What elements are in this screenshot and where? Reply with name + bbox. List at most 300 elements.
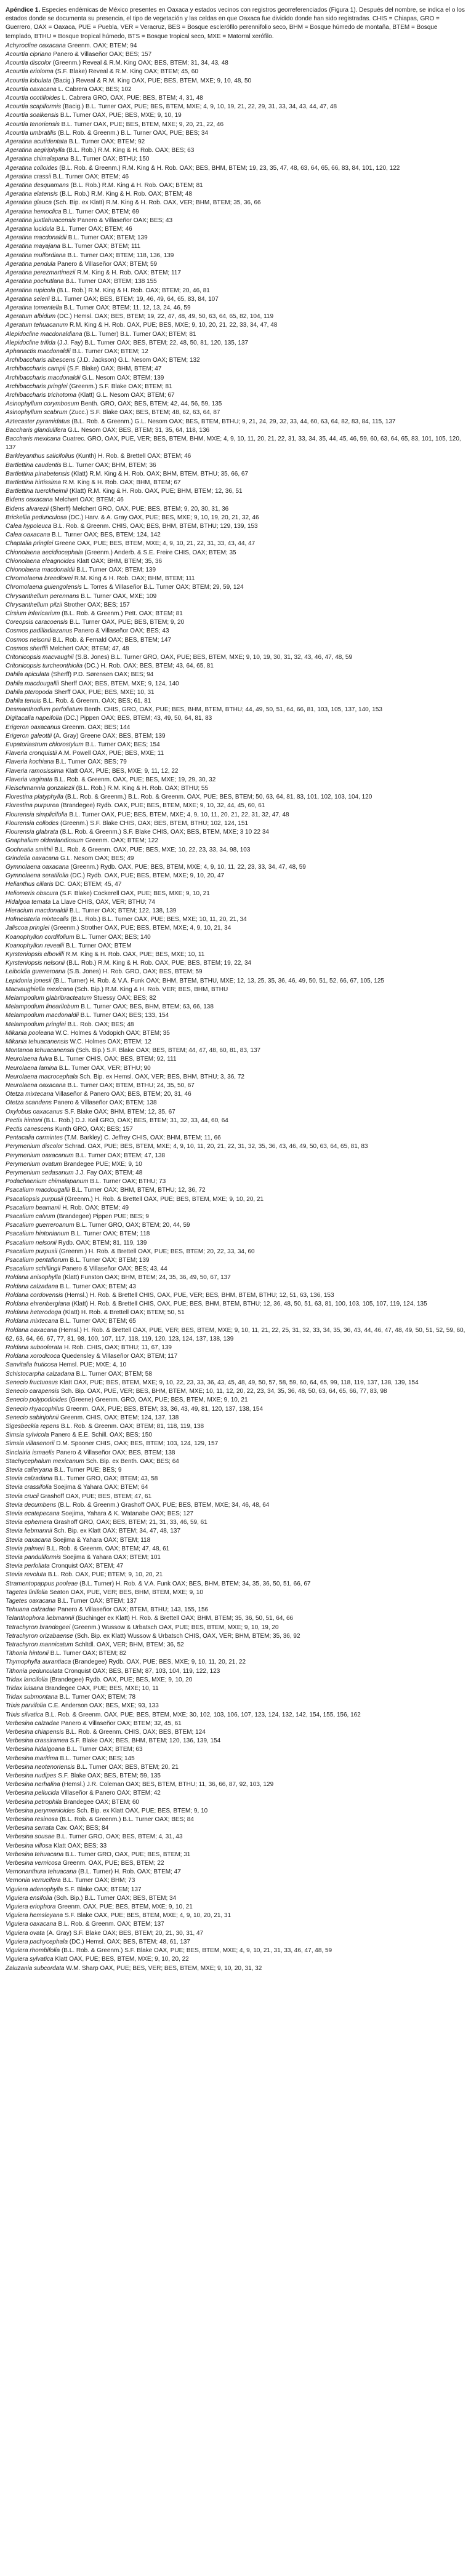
species-entry: [6, 1431, 465, 1440]
species-entry: [6, 706, 465, 714]
species-entry: [6, 1309, 465, 1317]
species-name: Hieracium macdonaldii: [6, 907, 68, 914]
species-details: B.L. Turner OAX, PUE; BES, MXE; 9, 10, 19: [58, 112, 182, 119]
species-details: (Greenm.) H. Rob. & Brettell OAX, PUE; BES, BTEM, MXE; 9, 10, 20, 21: [63, 1195, 264, 1203]
species-details: B.L. Turner OAX; BTEM; 111: [60, 243, 141, 250]
species-entry: [6, 1920, 465, 1929]
species-details: (B.L. Rob.) D.J. Keil GRO, OAX; BES, BTEM; 31, 32, 33, 44, 60, 64: [42, 1117, 228, 1124]
species-entry: [6, 688, 465, 697]
species-details: B.L. Rob. & Greenm. OAX; BES; 61, 81: [41, 698, 151, 705]
species-entry: [6, 452, 465, 461]
species-entry: [6, 1466, 465, 1475]
species-entry: [6, 1964, 465, 1973]
species-details: La Llave CHIS, OAX, VER; BTHU; 74: [50, 898, 155, 906]
species-entry: [6, 1632, 465, 1641]
species-name: Alepidocline macdonaldiana: [6, 330, 83, 338]
species-name: Lepidonia jonesii: [6, 977, 52, 984]
species-entry: [6, 42, 465, 50]
species-details: (Greenm.) H. Rob. & Brettell OAX, PUE; BES, BTEM; 20, 22, 33, 34, 60: [57, 1248, 255, 1255]
species-name: Tagetes oaxacana: [6, 1597, 56, 1605]
species-details: Klatt OAX; BES; 33: [52, 1842, 107, 1849]
species-entry: [6, 1449, 465, 1457]
species-name: Verbesina calzadae: [6, 1720, 60, 1727]
species-details: H. Rob. CHIS, OAX; BTHU; 11, 67, 139: [62, 1344, 172, 1352]
species-details: Benth. CHIS, GRO, OAX, PUE; BES, BHM, BTEM, BTHU; 44, 49, 50, 51, 64, 66, 81, 103, 105, 137, 140, 153: [83, 706, 382, 714]
species-name: Acourtia umbratilis: [6, 129, 57, 137]
species-name: Dahlia tenuis: [6, 698, 41, 705]
species-details: Hemsl. PUE; MXE; 4, 10: [57, 1362, 127, 1369]
species-entry: [6, 1493, 465, 1501]
species-entry: [6, 479, 465, 487]
species-details: (Hemsl.) H. Rob. & Brettell OAX, PUE, VER; BES, BTEM, MXE; 9, 10, 11, 21, 22, 25, 31, 32, 33, 34, 35, 36, 43, 44, 46, 47, 48, 49, 50, 51, 52, 59, 60, 62, 63, 64, 66, 67, 77, 81, 98, 100, 107, 117, 118, 119, 120, 123, 124, 137, 138, 139: [6, 1326, 465, 1342]
species-details: B.L. Turner OAX; BTEM; 12: [70, 348, 148, 355]
species-details: B.L. Turner OAX; BHM, BTEM, BTHU; 12, 36, 72: [70, 1187, 206, 1194]
species-entry: [6, 330, 465, 339]
species-details: B.L. Rob. & Greenm. CHIS, OAX; BES, BHM, BTEM, BTHU; 129, 139, 153: [51, 522, 258, 530]
species-entry: [6, 732, 465, 741]
species-entry: [6, 1772, 465, 1780]
species-entry: [6, 1152, 465, 1160]
species-name: Stevia oaxacana: [6, 1536, 51, 1544]
species-name: Stevia palmeri: [6, 1545, 45, 1552]
species-details: B.L. Turner OAX; BTEM; 78: [57, 1694, 136, 1701]
species-details: S.F. Blake OAX; BHM, BTEM; 12, 35, 67: [62, 1108, 175, 1115]
species-name: Dahlia macdougallii: [6, 680, 59, 687]
species-name: Stevia liebmannii: [6, 1528, 52, 1535]
species-name: Gymnolaena oaxacana: [6, 863, 69, 871]
species-name: Perymenium sedasanum: [6, 1170, 74, 1177]
species-entry: [6, 496, 465, 504]
species-details: Villaseñor & Panero OAX; BTEM; 42: [58, 1790, 161, 1797]
species-name: Ageratina mayajana: [6, 243, 60, 250]
species-details: Greene OAX, PUE; BES, BTEM, MXE; 4, 9, 10, 21, 22, 31, 33, 43, 44, 47: [53, 540, 256, 548]
species-details: B.L. Turner OAX; BES; 140: [74, 933, 151, 941]
species-details: (B.L. Turner) H. Rob. & V.A. Funk OAX; BHM, BTEM, BTHU, MXE; 12, 13, 25, 35, 36, 46, 49, 50, 51, 52, 66, 67, 105, 125: [51, 977, 384, 984]
species-name: Telanthophora liebmannii: [6, 1615, 74, 1622]
species-entry: [6, 155, 465, 164]
species-name: Alepidocline trifida: [6, 339, 56, 346]
species-details: (B.L. Turner) H. Rob. OAX; BTEM; 47: [76, 1868, 181, 1876]
species-name: Critonicopsis turcheonthiolia: [6, 663, 83, 670]
species-entry: [6, 1387, 465, 1396]
species-name: Critonicopsis macvaughii: [6, 654, 74, 661]
species-name: Bartlettina hirtissima: [6, 479, 62, 486]
species-name: Melampodium linearilobum: [6, 1003, 79, 1011]
species-name: Verbesina crassiramea: [6, 1737, 68, 1745]
species-entry: [6, 487, 465, 496]
species-details: B.L. Turner OAX; BES, BTEM; 20, 21: [74, 1763, 179, 1771]
species-details: (Brandegee) Pippen PUE; BES; 9: [55, 1213, 149, 1221]
species-details: B.L. Turner OAX; BTEM; 118, 136, 139: [65, 252, 174, 259]
species-entry: [6, 1396, 465, 1405]
species-details: (S.B. Jones) H. Rob. GRO, OAX; BES, BTEM; 59: [65, 968, 203, 976]
species-name: Stevia crassifolia: [6, 1484, 52, 1491]
species-name: Verbesina chiapensis: [6, 1729, 64, 1736]
species-name: Acourtia oaxacana: [6, 86, 57, 93]
species-name: Trixis parvifolia: [6, 1702, 46, 1710]
species-entry: [6, 724, 465, 732]
species-name: Viguiera ensifolia: [6, 1894, 52, 1902]
species-name: Archibaccharis albescens: [6, 357, 76, 364]
species-entry: [6, 1248, 465, 1256]
species-entry: [6, 653, 465, 662]
species-name: Archibaccharis campii: [6, 365, 66, 373]
species-details: A.M. Powell OAX, PUE; BES, MXE; 11: [57, 750, 164, 757]
species-details: B.L. Turner OAX; BTEM; 139: [68, 1257, 150, 1264]
species-details: (Klatt) R.M. King & H. Rob. OAX, PUE; BHM, BTEM; 12, 36, 51: [68, 488, 243, 495]
species-details: B.L. Rob. OAX, PUE; BTEM; 9, 10, 20, 21: [46, 1571, 163, 1579]
species-name: Sigesbeckia repens: [6, 1422, 60, 1430]
species-entry: [6, 793, 465, 802]
species-entry: [6, 575, 465, 583]
species-entry: [6, 1344, 465, 1352]
species-details: B.L. Turner OAX; BTEM; 122, 138, 139: [68, 907, 177, 914]
species-name: Asinophyllum corymbosum: [6, 401, 79, 408]
species-details: Panero & Villaseñor OAX; BTEM; 32, 45, 61: [59, 1720, 182, 1727]
species-details: Greenm. CHIS, OAX; BTEM; 124, 137, 138: [58, 1414, 179, 1421]
species-details: B.L. Turner OAX; BES, BHM, BTEM; 63, 66, 138: [79, 1003, 214, 1011]
species-details: L. Cabrera GRO, OAX, PUE; BES, BTEM; 4, 31, 48: [60, 95, 203, 102]
species-details: Grashoff GRO, OAX; BES, BTEM; 21, 31, 33, 46, 59, 61: [52, 1519, 207, 1526]
species-entry: [6, 1160, 465, 1169]
species-entry: [6, 217, 465, 225]
species-name: Verbesina pellucida: [6, 1790, 59, 1797]
species-name: Macvaughiella mexicana: [6, 986, 73, 993]
species-name: Senecio sabinjohnii: [6, 1414, 59, 1421]
species-details: Sherff OAX; BES, BTEM, MXE; 9, 124, 140: [58, 680, 179, 687]
species-details: B.L. Turner OAX; BTHU; 73: [88, 1178, 166, 1186]
species-details: (B.L. Turner) H. Rob. & V.A. Funk OAX; BES, BHM, BTEM; 34, 35, 36, 50, 51, 66, 67: [78, 1580, 311, 1587]
species-name: Mikania pooleana: [6, 1029, 54, 1037]
species-name: Vernonanthura tehuacana: [6, 1868, 77, 1876]
species-name: Perymenium oaxacanum: [6, 1152, 74, 1159]
species-details: B.L. Rob. & Greenm. OAX, PUE; BES, BTEM, MXE; 30, 102, 103, 106, 107, 123, 124, 132, 142, 154, 155, 156, 162: [43, 1711, 361, 1718]
species-entry: [6, 1326, 465, 1344]
species-name: Neurolaena oaxacana: [6, 1082, 66, 1089]
species-entry: [6, 1859, 465, 1868]
species-entry: [6, 242, 465, 251]
species-details: Panero & Villaseñor OAX; BTEM; 59: [55, 260, 158, 268]
species-name: Schistocarpha calzadana: [6, 1370, 74, 1378]
species-name: Asinophyllum scabrum: [6, 409, 68, 417]
species-entry: [6, 1230, 465, 1238]
species-name: Neurolaena macrocephala: [6, 1073, 78, 1080]
species-details: Stuessy OAX; BES; 82: [92, 994, 156, 1002]
species-entry: [6, 199, 465, 207]
species-entry: [6, 295, 465, 304]
species-name: Chrysanthellum pilzii: [6, 601, 62, 608]
species-name: Barkleyanthus salicifolius: [6, 453, 74, 460]
species-name: Chromolaena breedlovei: [6, 575, 73, 583]
species-details: W.C. Holmes & Vodopich OAX; BTEM; 35: [54, 1029, 170, 1037]
species-name: Verbesina nerhalina: [6, 1781, 60, 1788]
species-name: Simsia villasenorii: [6, 1440, 55, 1448]
species-details: G.L. Nesom OAX; BES, BTEM; 31, 35, 64, 118, 136: [66, 426, 210, 434]
species-name: Calea oaxacana: [6, 532, 50, 539]
species-name: Verbesina petrophila: [6, 1798, 62, 1806]
species-name: Flourensia glabrata: [6, 829, 58, 836]
species-entry: [6, 1842, 465, 1851]
species-entry: [6, 959, 465, 968]
species-details: Panero & Villaseñor OAX; BES; 43: [72, 628, 169, 635]
species-entry: [6, 662, 465, 671]
species-details: B.L. Rob. & Fernald OAX; BES, BTEM; 147: [50, 636, 172, 644]
species-name: Acourtia lobulata: [6, 77, 52, 84]
species-details: B.L. Turner OAX; BTEM; 46: [50, 173, 129, 180]
species-details: (DC.) Rydb. OAX, PUE; BES, BTEM, MXE; 9, 10, 20, 47: [68, 872, 225, 880]
species-entry: [6, 1624, 465, 1632]
species-name: Archibaccharis pringlei: [6, 383, 68, 390]
species-entry: [6, 1667, 465, 1676]
species-name: Aztecaster pyramidatus: [6, 418, 70, 425]
species-details: C.E. Anderson OAX; BES, MXE; 93, 133: [46, 1702, 159, 1710]
species-entry: [6, 1300, 465, 1309]
species-entry: [6, 1833, 465, 1841]
species-name: Ageratina acutidentata: [6, 138, 68, 146]
species-name: Sanvitalia fruticosa: [6, 1362, 57, 1369]
species-entry: [6, 1082, 465, 1090]
species-entry: [6, 1545, 465, 1553]
species-entry: [6, 1816, 465, 1824]
species-details: D.M. Spooner CHIS, OAX; BES, BTEM; 103, 124, 129, 157: [54, 1440, 219, 1448]
species-name: Stevia panduliformis: [6, 1553, 62, 1561]
species-details: B.L. Turner OAX; BTEM; 139: [74, 567, 156, 573]
species-name: Melampodium pringlei: [6, 1021, 66, 1028]
species-name: Tridax lancifolia: [6, 1676, 48, 1683]
species-name: Dahlia pteropoda: [6, 688, 53, 696]
species-entry: [6, 846, 465, 855]
species-details: S.F. Blake OAX, PUE; BES, BTEM, MXE; 4, 9, 10, 20, 21, 31: [63, 1912, 231, 1920]
species-name: Archibaccharis macdonaldii: [6, 374, 81, 381]
species-details: B.L. Turner GRO, OAX; BTEM; 43, 58: [52, 1475, 158, 1483]
species-entry: [6, 610, 465, 618]
species-details: L. Cabrera OAX; BES; 102: [56, 86, 132, 93]
species-entry: [6, 505, 465, 514]
species-entry: [6, 470, 465, 479]
species-details: Panero & Villaseñor OAX; BES; 43, 44: [60, 1266, 167, 1273]
species-name: Stevia calzadana: [6, 1475, 53, 1483]
species-entry: [6, 986, 465, 994]
species-name: Melampodium glabribracteatum: [6, 994, 92, 1002]
species-name: Thymophylla aurantiaca: [6, 1659, 71, 1666]
species-name: Cosmos padilladiazanus: [6, 628, 73, 635]
species-details: (B.L. Rob. & Greenm.) S.F. Blake OAX, PUE; BES, BTEM, MXE; 4, 9, 10, 21, 31, 33, 46, 47, 48, 59: [60, 1947, 332, 1955]
species-details: (J.J. Fay) B.L. Turner OAX; BES, BTEM; 22, 48, 50, 81, 120, 135, 137: [55, 339, 249, 346]
species-name: Viguiera eriophora: [6, 1904, 56, 1911]
species-name: Flaveria vaginata: [6, 776, 53, 783]
species-details: Greenm. OAX, PUE; BES, BTEM, MXE; 9, 10, 21: [55, 1904, 193, 1911]
species-name: Stramentopappus pooleae: [6, 1580, 78, 1587]
species-name: Viguiera hemsleyana: [6, 1912, 63, 1920]
species-details: B.L. Turner OAX; BTEM; 69: [61, 208, 139, 215]
species-entry: [6, 1204, 465, 1213]
species-details: G.L. Nesom OAX; BES; 49: [58, 855, 134, 862]
species-entry: [6, 1527, 465, 1536]
species-name: Psacalium macdougallii: [6, 1187, 70, 1194]
species-details: Soejima & Yahara OAX; BTEM; 101: [61, 1553, 161, 1561]
species-name: Erigeron galeottii: [6, 732, 52, 740]
species-details: B.L. Turner OAX; BTEM; 118: [69, 1230, 150, 1238]
species-entry: [6, 86, 465, 94]
species-name: Tagetes linifolia: [6, 1589, 48, 1596]
species-details: B.L. Turner OAX; BTHU; 150: [68, 156, 150, 163]
species-details: Benth. GRO, OAX; BES, BTEM; 42, 44, 56, 59, 135: [79, 401, 222, 408]
species-details: (Sherff) Melchert GRO, OAX, PUE; BES, BTEM; 9, 20, 30, 31, 36: [49, 505, 229, 512]
species-entry: [6, 601, 465, 610]
species-name: Senecio polypodioides: [6, 1397, 68, 1404]
species-details: B.L. Rob. & Greenm. OAX; BTEM; 81, 118, 119, 138: [59, 1422, 204, 1430]
species-name: Fleischmannia gonzalezii: [6, 785, 74, 792]
species-details: (S.B. Jones) B.L. Turner GRO, OAX, PUE; BES, BTEM, MXE; 9, 10, 19, 30, 31, 32, 43, 46, 47, 48, 59: [73, 654, 353, 661]
caption-text: Especies endémicas de México presentes en Oaxaca y estados vecinos con registros georreferenciados (Figura 1). Después del nombre, se indica el o los estados donde se documenta su presencia, el tipo de vegetación y las celdas en que Oaxaca fue dividido donde han sido registradas. CHIS = Chiapas, GRO = Guerrero, OAX = Oaxaca, PUE = Puebla, VER = Veracruz, BES = Bosque esclerófilo perennifolio seco, BHM = Bosque húmedo de montaña, BTEM = Bosque templado, BTHU = Bosque tropical húmedo, BTS = Bosque tropical seco, MXE = Matorral xerófilo.: [6, 7, 465, 40]
species-details: B.L. Turner GRO, OAX; BTEM; 20, 44, 59: [74, 1222, 190, 1229]
species-entry: [6, 348, 465, 356]
species-name: Otetza mixtecana: [6, 1091, 54, 1098]
species-name: Ageratina mulfordiana: [6, 252, 66, 259]
species-entry: [6, 968, 465, 976]
species-entry: [6, 94, 465, 103]
species-name: Psacalium pentaflorum: [6, 1257, 68, 1264]
species-details: Klatt OAX; BHM, BTEM; 35, 36: [74, 557, 163, 565]
species-details: Klatt OAX, PUE; BES, BTEM, MXE; 9, 10, 22, 23, 33, 36, 43, 45, 48, 49, 50, 57, 58, 59, 60, 64, 65, 99, 118, 119, 137, 138, 139, 154: [58, 1379, 419, 1386]
species-entry: [6, 50, 465, 59]
species-details: Klatt OAX, PUE; BES, BTEM, MXE; 9, 10, 20, 22: [53, 1956, 189, 1963]
species-entry: [6, 304, 465, 313]
species-name: Coreopsis caracoensis: [6, 619, 68, 626]
species-details: B.L. Turner OAX; BTEM; 92: [67, 138, 145, 146]
species-details: Sherff OAX, PUE; BES, MXE; 10, 31: [52, 688, 155, 696]
species-details: Soejima & Yahara OAX; BTEM; 64: [52, 1484, 148, 1491]
species-entry: [6, 138, 465, 146]
species-name: Stevia ecatepecana: [6, 1510, 60, 1517]
species-name: Verbesina nudipes: [6, 1772, 57, 1780]
species-name: Tetrachyron mannicatum: [6, 1641, 73, 1648]
species-name: Gymnolaena seratifolia: [6, 872, 69, 880]
species-name: Roldana heterodoga: [6, 1309, 62, 1317]
species-details: B.L. Turner PUE; BES; 9: [52, 1466, 122, 1473]
species-name: Stevia revoluta: [6, 1571, 47, 1579]
species-entry: [6, 77, 465, 86]
species-details: (Sch. Bip. ex Klatt) R.M. King & H. Rob. OAX, VER; BHM, BTEM; 35, 36, 66: [52, 199, 261, 207]
species-details: J.J. Fay OAX; BTEM; 48: [73, 1170, 143, 1177]
species-entry: [6, 1361, 465, 1370]
species-entry: [6, 68, 465, 76]
species-details: (DC.) Harv. & A. Gray OAX, PUE; BES, MXE; 9, 10, 19, 20, 21, 32, 46: [66, 514, 259, 521]
species-name: Flourensia simplicifolia: [6, 811, 68, 818]
species-entry: [6, 671, 465, 679]
species-entry: [6, 802, 465, 810]
species-details: Grashoff OAX, PUE; BES, BTEM; 47, 61: [38, 1493, 152, 1500]
species-entry: [6, 1108, 465, 1117]
species-entry: [6, 181, 465, 190]
species-entry: [6, 540, 465, 548]
species-entry: [6, 1571, 465, 1579]
species-name: Neurolaena fulva: [6, 1056, 52, 1063]
species-entry: [6, 592, 465, 601]
species-entry: [6, 418, 465, 426]
species-entry: [6, 933, 465, 942]
species-details: Brandegee PUE; MXE; 9, 10: [62, 1160, 142, 1168]
species-entry: [6, 1894, 465, 1903]
species-entry: [6, 1213, 465, 1221]
species-details: (Klatt) G.L. Nesom OAX; BTEM; 67: [76, 391, 175, 399]
species-entry: [6, 618, 465, 627]
species-entry: [6, 400, 465, 409]
species-entry: [6, 1291, 465, 1300]
species-name: Viguiera sylvatica: [6, 1956, 54, 1963]
species-details: B.L. Rob. & Greenm. OAX; BTEM; 47, 48, 61: [44, 1545, 170, 1552]
species-name: Oxylobus oaxacanus: [6, 1108, 63, 1115]
species-details: B.L. Turner OAX; BTEM; 11, 12, 13, 24, 46, 59: [62, 304, 191, 311]
species-entry: [6, 461, 465, 470]
species-details: B.L. Turner OAX; BHM; 73: [60, 1877, 135, 1884]
species-name: Verbesina tehuacana: [6, 1851, 64, 1858]
species-entry: [6, 1142, 465, 1151]
species-name: Roldana suboolerata: [6, 1344, 63, 1352]
species-details: B.L. Turner OAX; BES, BTEM; 19, 46, 49, 64, 65, 83, 84, 107: [49, 295, 219, 303]
species-entry: [6, 173, 465, 181]
species-name: Tehuana calzadae: [6, 1606, 56, 1614]
species-details: Quedensley & Villaseñor OAX; BTEM; 117: [60, 1353, 178, 1360]
species-entry: [6, 1536, 465, 1545]
species-name: Stevia decumbens: [6, 1501, 57, 1509]
species-entry: [6, 1440, 465, 1448]
species-name: Hidalgoa ternata: [6, 898, 51, 906]
species-entry: [6, 880, 465, 889]
species-details: (Sch. Bip.) R.M. King & H. Rob. VER; BES, BHM, BTHU: [73, 986, 228, 993]
species-details: (S.F. Blake) OAX; BHM, BTEM; 47: [65, 365, 162, 373]
species-details: (B.L. Rob.) R.M. King & H. Rob. OAX; BTHU; 55: [74, 785, 209, 792]
species-entry: [6, 1099, 465, 1107]
species-entry: [6, 287, 465, 295]
species-name: Kyrsteniopsis nelsonii: [6, 960, 65, 967]
species-entry: [6, 1755, 465, 1763]
species-name: Viguiera oaxacana: [6, 1921, 57, 1928]
species-details: Panero & Villaseñor OAX; BTEM; 138: [52, 1099, 157, 1107]
species-details: Panero & Villaseñor OAX; BES, BTEM; 138: [54, 1449, 175, 1456]
species-name: Stachycephalum mexicanum: [6, 1457, 84, 1465]
species-details: (Sch. Bip.) B.L. Turner OAX; BES, BTEM; 34: [52, 1894, 177, 1902]
species-name: Roldana cordovensis: [6, 1291, 63, 1299]
species-details: Klatt OAX, PUE; BES, MXE; 9, 11, 12, 22: [63, 767, 179, 775]
species-details: Panero & Villaseñor OAX; BES; 157: [51, 51, 152, 58]
species-entry: [6, 277, 465, 286]
species-entry: [6, 1580, 465, 1589]
species-details: (B.L. Rob.) R.M. King & H. Rob. OAX; BTEM; 81: [68, 182, 203, 189]
species-entry: [6, 1903, 465, 1912]
species-entry: [6, 872, 465, 880]
species-details: R.M. King & H. Rob. OAX; BTEM; 117: [75, 269, 181, 277]
species-details: (B.L. Rob. & Greenm.) Grashoff OAX, PUE; BES, BTEM, MXE; 34, 46, 48, 64: [56, 1501, 270, 1509]
species-name: Psacalium nelsonii: [6, 1239, 57, 1246]
species-details: B.L. Turner OAX; BTEM; 82: [48, 1650, 127, 1657]
species-name: Chionolaena eleagnoides: [6, 557, 75, 565]
species-details: DC. OAX; BTEM; 45, 47: [53, 881, 122, 888]
species-details: (Greenm.) S.F. Blake OAX; BTEM; 81: [67, 383, 172, 390]
species-entry: [6, 121, 465, 129]
species-details: (DC.) Pippen OAX; BES, BTEM; 43, 49, 50, 64, 81, 83: [62, 715, 212, 722]
species-entry: [6, 1763, 465, 1772]
species-details: (S.F. Blake) Reveal & R.M. King OAX; BTEM; 45, 60: [53, 68, 198, 76]
species-details: B.L. Rob. & Greenm. CHIS, OAX; BES, BTEM; 124: [63, 1729, 206, 1736]
species-entry: [6, 1073, 465, 1082]
species-entry: [6, 758, 465, 767]
species-entry: [6, 1405, 465, 1414]
species-entry: [6, 146, 465, 155]
species-name: Gnaphalium oldenlandiosum: [6, 837, 84, 845]
species-details: (Bacig.) Reveal & R.M. King OAX, PUE; BES, BTEM, MXE; 9, 10, 48, 50: [51, 77, 252, 84]
species-details: Sch. Bip. ex Benth. OAX; BES; 64: [84, 1457, 179, 1465]
